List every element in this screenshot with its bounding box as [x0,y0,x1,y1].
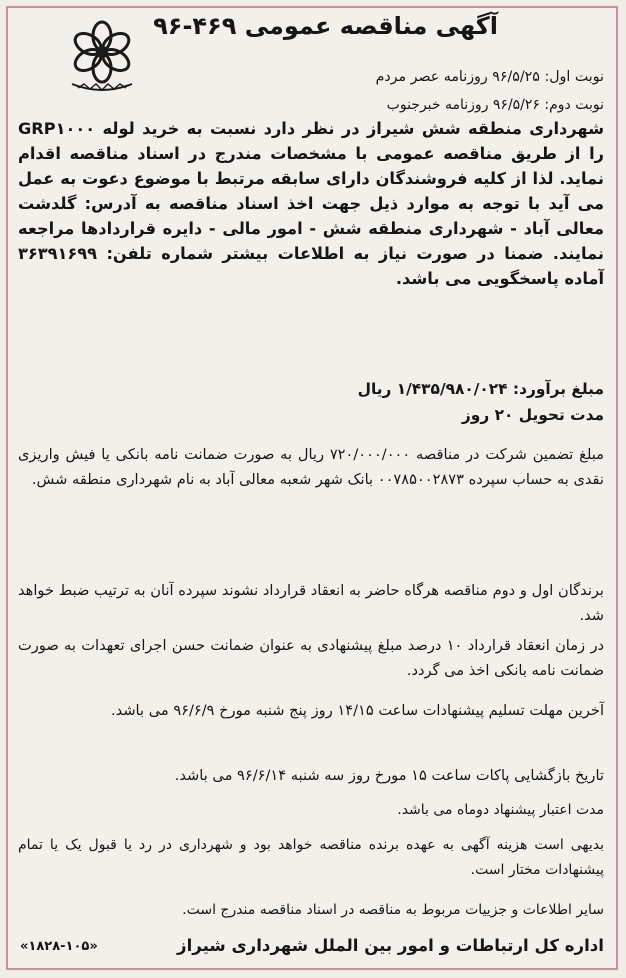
offer-validity: مدت اعتبار پیشنهاد دوماه می باشد. [397,802,604,818]
notice-header [8,8,616,100]
publication-round-1: نوبت اول: ۹۶/۵/۲۵ روزنامه عصر مردم [375,69,604,85]
issuer-signature: اداره کل ارتباطات و امور بین الملل شهرداری شیراز [177,936,604,955]
notice-title: آگهی مناقصه عمومی ۴۶۹-۹۶ [153,12,498,40]
submission-deadline: آخرین مهلت تسلیم پیشنهادات ساعت ۱۴/۱۵ روز پنج شنبه مورخ ۹۶/۶/۹ می باشد. [111,702,604,719]
other-information: سایر اطلاعات و جزییات مربوط به مناقصه در اسناد مناقصه مندرج است. [182,902,604,918]
contract-guarantee-paragraph: در زمان انعقاد قرارداد ۱۰ درصد مبلغ پیشنهادی به عنوان ضمانت حسن اجرای تعهدات به صورت ضمانت نامه بانکی اخذ می گردد. [18,637,604,679]
estimate-amount: مبلغ برآورد: ۱/۴۳۵/۹۸۰/۰۲۴ ریال [357,380,604,398]
advert-cost-paragraph: بدیهی است هزینه آگهی به عهده برنده مناقصه خواهد بود و شهرداری در رد یا قبول یک یا تمام پیشنهادات مختار است. [18,837,604,878]
opening-date: تاریخ بازگشایی پاکات ساعت ۱۵ مورخ روز سه شنبه ۹۶/۶/۱۴ می باشد. [174,767,604,784]
guarantee-paragraph: مبلغ تضمین شرکت در مناقصه ۷۲۰/۰۰۰/۰۰۰ ریال به صورت ضمانت نامه بانکی یا فیش واریزی نقدی به حساب سپرده ۰۰۷۸۵۰۰۲۸۷۳ بانک شهر شعبه معالی آباد به نام شهرداری منطقه شش. [18,446,604,488]
publication-round-2: نوبت دوم: ۹۶/۵/۲۶ روزنامه خبرجنوب [386,97,604,113]
notice-code: «۱۸۲۸-۱۰۵» [20,939,98,954]
delivery-period: مدت تحویل ۲۰ روز [461,406,604,424]
winners-paragraph: برندگان اول و دوم مناقصه هرگاه حاضر به انعقاد قرارداد نشوند سپرده آنان به ترتیب ضبط خواهد شد. [18,582,604,624]
notice-page [6,6,618,970]
shiraz-municipality-logo-icon [62,14,142,94]
notice-intro: شهرداری منطقه شش شیراز در نظر دارد نسبت به خرید لوله GRP۱۰۰۰ را از طریق مناقصه عمومی با مشخصات مندرج در اسناد مناقصه اقدام نماید. لذا از کلیه فروشندگان دارای سابقه مرتبط با موضوع دعوت به عمل می آید با توجه به موارد ذیل جهت اخذ اسناد مناقصه به آدرس: گلدشت معالی آباد - شهرداری منطقه شش - امور مالی - دایره قراردادها مراجعه نمایند. ضمنا در صورت نیاز به اطلاعات بیشتر شماره تلفن: ۳۶۳۹۱۶۹۹ آماده پاسخگویی می باشد. [18,119,604,288]
